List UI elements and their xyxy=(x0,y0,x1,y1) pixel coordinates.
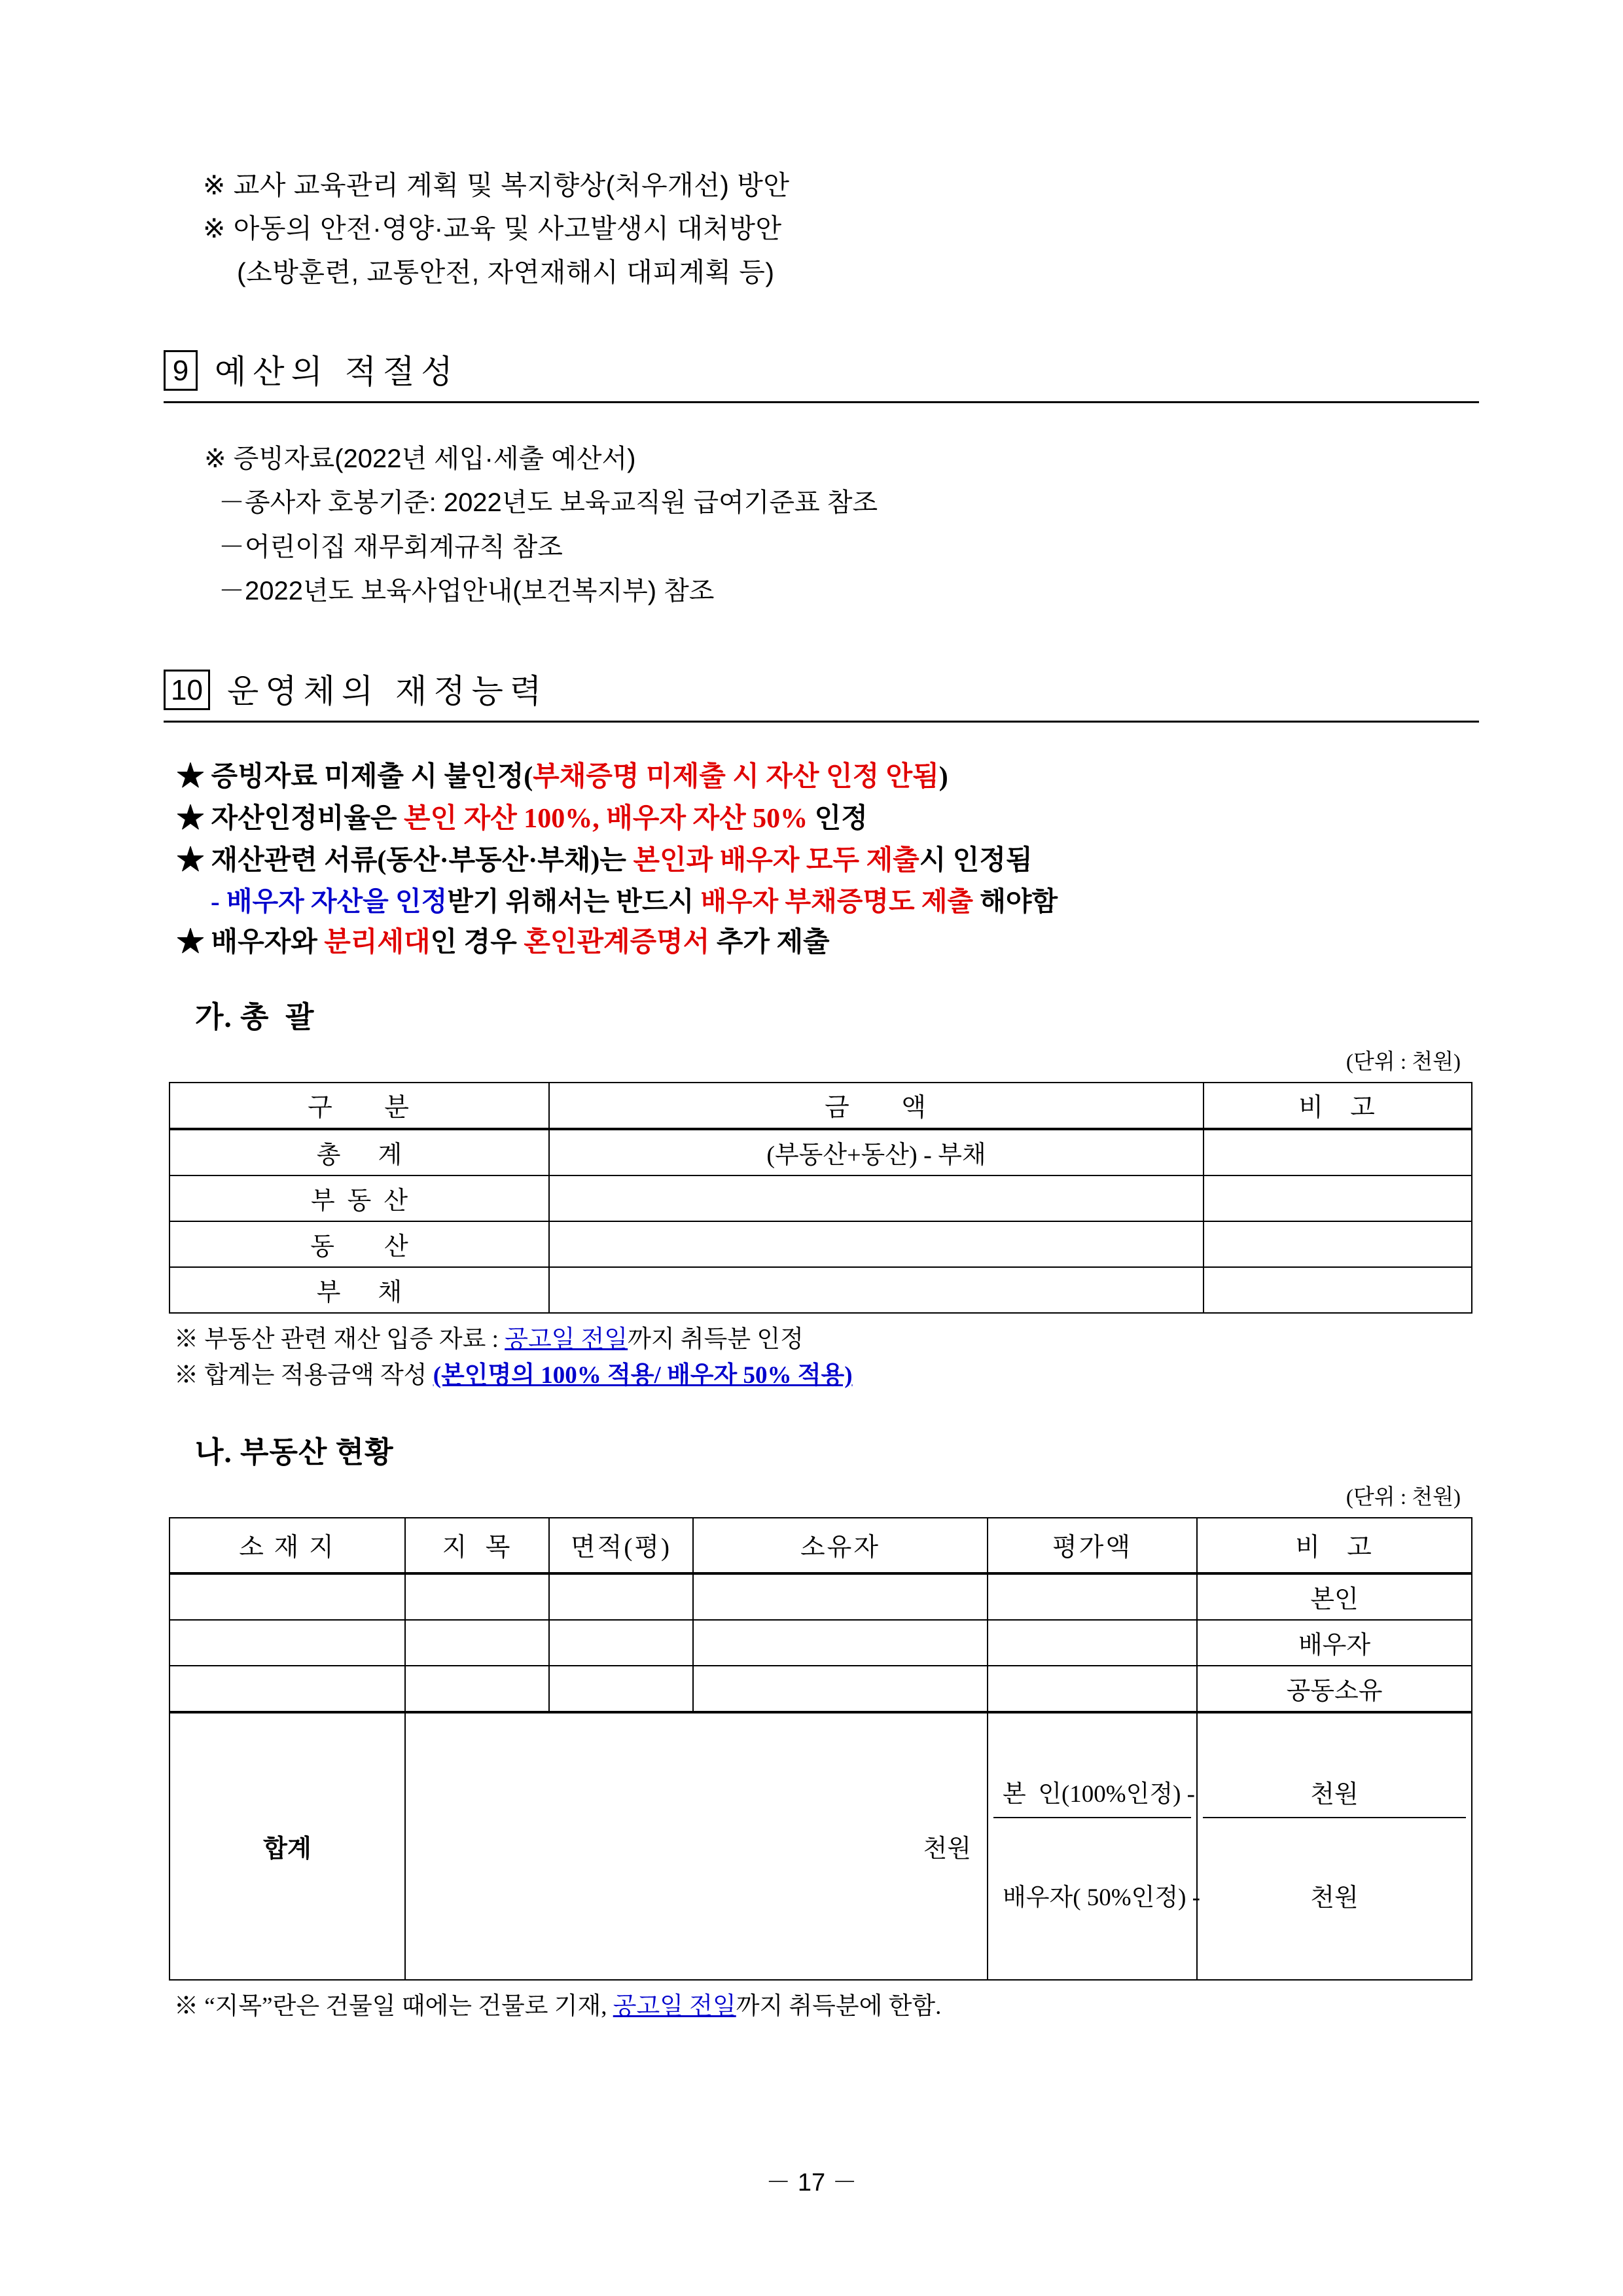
page-number: － 17 － xyxy=(766,2169,857,2197)
cell-landtype[interactable] xyxy=(405,1620,549,1666)
cell-amount[interactable] xyxy=(549,1267,1204,1313)
text-run: 본인 자산 100%, 배우자 자산 50% xyxy=(404,803,808,834)
cell-remark[interactable] xyxy=(1204,1267,1472,1313)
section-10-heading xyxy=(164,670,1479,710)
col-header-amount: 금 액 xyxy=(549,1083,1204,1129)
section-10-rule xyxy=(164,721,1479,723)
cell-value[interactable] xyxy=(988,1573,1197,1620)
section-9-title: 예산의 적절성 xyxy=(215,353,459,391)
total-remark-spouse: 천원 xyxy=(1310,1884,1359,1912)
cell-total-label: 합계 xyxy=(169,1712,405,1980)
text-run: ) xyxy=(938,761,948,792)
total-summary-table xyxy=(169,1082,1472,1314)
section-9-body xyxy=(204,437,1479,613)
section-9-line-2: －종사자 호봉기준: 2022년도 보육교직원 급여기준표 참조 xyxy=(219,488,878,518)
subsection-b-note xyxy=(174,1988,1479,2025)
cell-remark[interactable] xyxy=(1204,1175,1472,1221)
section-9-heading xyxy=(164,350,1479,391)
subsection-b-unit: (단위 : 천원) xyxy=(1346,1485,1461,1509)
text-run: 까지 취득분에 한함. xyxy=(736,1992,942,2020)
cell-amount[interactable] xyxy=(549,1221,1204,1267)
table-row xyxy=(169,1666,1472,1712)
table-row xyxy=(169,1175,1472,1221)
section-9-rule xyxy=(164,401,1479,403)
cell-owner[interactable] xyxy=(693,1666,988,1712)
cell-landtype[interactable] xyxy=(405,1666,549,1712)
cell-remark: 공동소유 xyxy=(1197,1666,1472,1712)
cell-location[interactable] xyxy=(169,1573,405,1620)
text-run: ★ 자산인정비율은 xyxy=(177,803,404,834)
table-header-row xyxy=(169,1518,1472,1573)
cell-area[interactable] xyxy=(549,1666,693,1712)
subsection-a-note-1 xyxy=(174,1321,1479,1358)
cell-value[interactable] xyxy=(988,1620,1197,1666)
top-notes xyxy=(203,164,1479,294)
col-header-remark: 비 고 xyxy=(1204,1083,1472,1129)
text-run: 공고일 전일 xyxy=(613,1992,736,2020)
cell-value[interactable] xyxy=(988,1666,1197,1712)
cell-category: 총 계 xyxy=(169,1129,549,1175)
text-run: 받기 위해서는 반드시 xyxy=(447,886,701,917)
bullet-3 xyxy=(177,840,1479,882)
cell-remark[interactable] xyxy=(1204,1221,1472,1267)
subsection-a-note-2 xyxy=(174,1357,1479,1394)
col-header-remark: 비 고 xyxy=(1197,1518,1472,1573)
cell-owner[interactable] xyxy=(693,1620,988,1666)
total-detail-spouse: 배우자( 50%인정) - xyxy=(1003,1884,1200,1911)
subsection-b-heading: 나. 부동산 현황 xyxy=(195,1435,394,1469)
col-header-owner: 소유자 xyxy=(693,1518,988,1573)
cell-category: 동 산 xyxy=(169,1221,549,1267)
cell-location[interactable] xyxy=(169,1666,405,1712)
cell-remark: 본인 xyxy=(1197,1573,1472,1620)
table-row xyxy=(169,1573,1472,1620)
cell-area[interactable] xyxy=(549,1620,693,1666)
total-remark-self: 천원 xyxy=(1203,1772,1466,1818)
cell-area[interactable] xyxy=(549,1573,693,1620)
section-9-number: 9 xyxy=(164,350,198,391)
text-run: 본인과 배우자 모두 제출 xyxy=(633,845,919,876)
page-content xyxy=(164,164,1479,2024)
section-9 xyxy=(164,350,1479,613)
table-row xyxy=(169,1221,1472,1267)
text-run: ★ 증빙자료 미제출 시 불인정( xyxy=(177,761,533,792)
table-header-row xyxy=(169,1083,1472,1129)
section-9-line-4: －2022년도 보육사업안내(보건복지부) 참조 xyxy=(219,576,715,605)
cell-total-detail xyxy=(988,1712,1200,1980)
text-run: ★ 배우자와 xyxy=(177,927,325,958)
text-run: 공고일 전일 xyxy=(505,1325,628,1353)
subsection-a-notes xyxy=(164,1321,1479,1394)
text-run: ★ 재산관련 서류(동산·부동산·부채)는 xyxy=(177,845,633,876)
cell-location[interactable] xyxy=(169,1620,405,1666)
text-run: 해야함 xyxy=(973,886,1058,917)
col-header-area: 면적(평) xyxy=(549,1518,693,1573)
bullet-3-subnote xyxy=(177,882,1479,922)
bullet-2 xyxy=(177,798,1479,840)
table-row xyxy=(169,1620,1472,1666)
text-run: 인 경우 xyxy=(430,927,524,958)
text-run: 부채증명 미제출 시 자산 인정 안됨 xyxy=(533,761,939,792)
cell-remark: 배우자 xyxy=(1197,1620,1472,1666)
text-run: 배우자 부채증명도 제출 xyxy=(700,886,974,917)
total-detail-self: 본 인(100%인정) - xyxy=(993,1772,1191,1818)
cell-total-unit: 천원 xyxy=(405,1712,988,1980)
col-header-category: 구 분 xyxy=(169,1083,549,1129)
section-10 xyxy=(164,670,1479,2024)
cell-remark[interactable] xyxy=(1204,1129,1472,1175)
text-run: 추가 제출 xyxy=(709,927,830,958)
section-10-title: 운영체의 재정능력 xyxy=(226,672,548,709)
section-10-bullets xyxy=(177,757,1479,964)
section-10-body xyxy=(164,757,1479,2024)
top-note-1: ※ 교사 교육관리 계획 및 복지향상(처우개선) 방안 xyxy=(203,170,790,200)
section-10-number: 10 xyxy=(164,670,210,710)
col-header-location: 소 재 지 xyxy=(169,1518,405,1573)
text-run: ※ 합계는 적용금액 작성 xyxy=(174,1362,433,1390)
top-note-2: ※ 아동의 안전·영양·교육 및 사고발생시 대처방안 xyxy=(203,213,782,244)
cell-category: 부 동 산 xyxy=(169,1175,549,1221)
text-run: 시 인정됨 xyxy=(919,845,1033,876)
text-run: 분리세대 xyxy=(324,927,431,958)
col-header-value: 평가액 xyxy=(988,1518,1197,1573)
top-note-3: (소방훈련, 교통안전, 자연재해시 대피계획 등) xyxy=(237,257,775,287)
text-run: ※ “지목”란은 건물일 때에는 건물로 기재, xyxy=(174,1992,613,2020)
bullet-1 xyxy=(177,757,1479,798)
cell-owner[interactable] xyxy=(693,1573,988,1620)
bullet-4 xyxy=(177,922,1479,964)
text-run: 까지 취득분 인정 xyxy=(628,1325,804,1353)
section-9-line-1: ※ 증빙자료(2022년 세입·세출 예산서) xyxy=(204,444,636,474)
subsection-b-notes xyxy=(164,1988,1479,2025)
section-9-line-3: －어린이집 재무회계규칙 참조 xyxy=(219,532,563,562)
cell-amount: (부동산+동산) - 부채 xyxy=(549,1129,1204,1175)
table-total-row xyxy=(169,1712,1472,1980)
text-run: (본인명의 100% 적용/ 배우자 50% 적용) xyxy=(433,1362,853,1390)
subsection-a-unit: (단위 : 천원) xyxy=(1346,1050,1461,1074)
table-row xyxy=(169,1129,1472,1175)
table-row xyxy=(169,1267,1472,1313)
text-run: 혼인관계증명서 xyxy=(524,927,710,958)
text-run: 인정 xyxy=(808,803,868,834)
cell-amount[interactable] xyxy=(549,1175,1204,1221)
real-estate-table xyxy=(169,1517,1472,1981)
col-header-landtype: 지 목 xyxy=(405,1518,549,1573)
text-run: ※ 부동산 관련 재산 입증 자료 : xyxy=(174,1325,505,1353)
text-run: - 배우자 자산을 인정 xyxy=(211,886,448,917)
cell-landtype[interactable] xyxy=(405,1573,549,1620)
cell-category: 부 채 xyxy=(169,1267,549,1313)
cell-total-remark xyxy=(1197,1712,1472,1980)
subsection-a-heading: 가. 총 괄 xyxy=(195,1000,315,1033)
